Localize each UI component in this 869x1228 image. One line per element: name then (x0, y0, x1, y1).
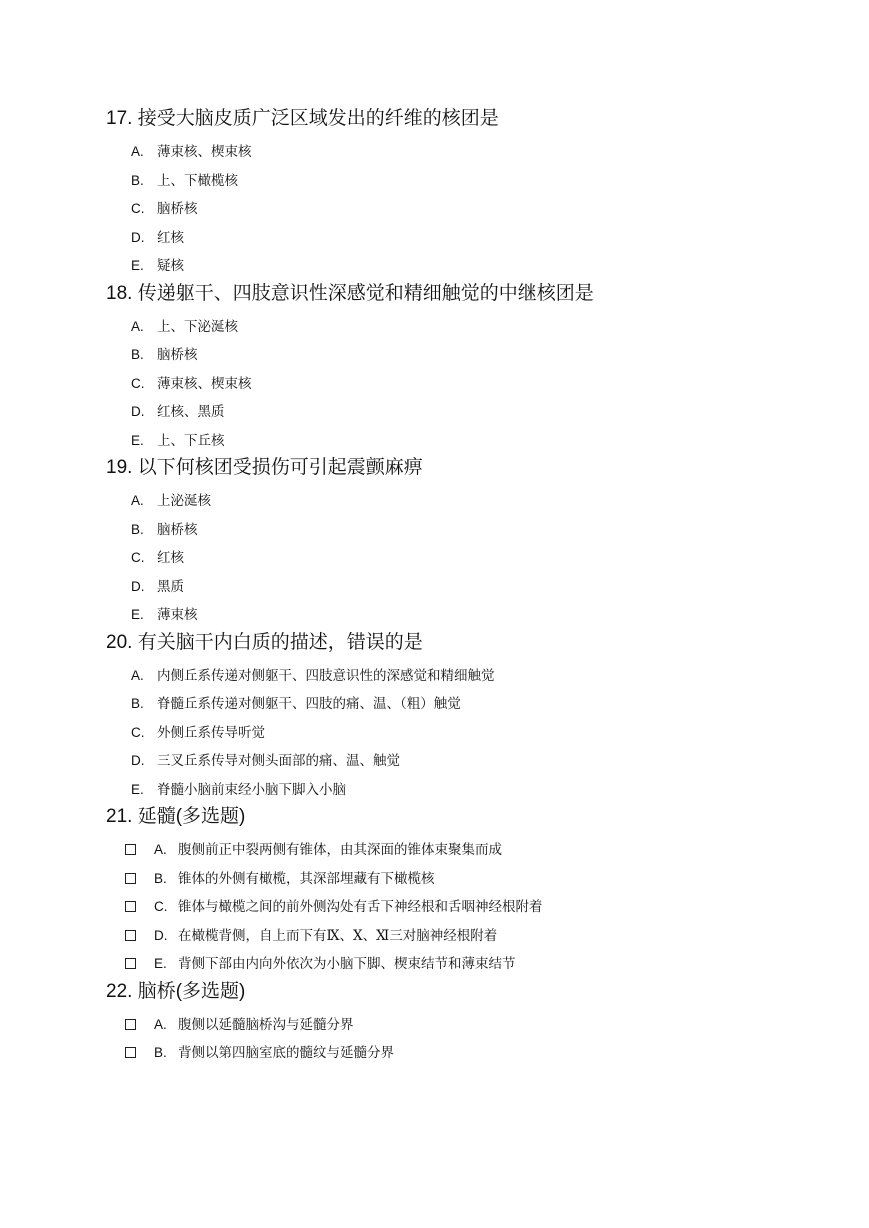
option-letter: C. (131, 550, 145, 565)
option-letter: C. (131, 375, 145, 391)
option-letter: A. (154, 1016, 167, 1032)
option-e[interactable] (131, 427, 869, 456)
question-title: 17. 接受大脑皮质广泛区域发出的纤维的核团是 (106, 108, 499, 129)
option-b[interactable] (131, 690, 869, 719)
option-letter: A. (131, 493, 144, 508)
option-e[interactable] (131, 252, 869, 281)
checkbox-icon[interactable] (125, 958, 136, 969)
option-text: 红核 (157, 550, 184, 565)
option-letter: A. (131, 144, 144, 159)
option-letter: E. (154, 956, 167, 971)
option-letter: E. (131, 258, 144, 273)
option-c[interactable] (131, 719, 869, 748)
option-letter: B. (131, 172, 144, 188)
question-title: 18. 传递躯干、四肢意识性深感觉和精细触觉的中继核团是 (106, 282, 594, 304)
option-text: 外侧丘系传导听觉 (157, 724, 265, 740)
option-letter: A. (131, 318, 144, 334)
option-text: 三叉丘系传导对侧头面部的痛、温、触觉 (157, 753, 400, 768)
question-17 (0, 106, 869, 281)
checkbox-icon[interactable] (125, 1047, 136, 1058)
option-d[interactable] (131, 224, 869, 253)
option-text: 薄束核、楔束核 (157, 144, 252, 159)
question-22 (0, 979, 869, 1068)
checkbox-icon[interactable] (125, 901, 136, 912)
option-d[interactable] (125, 922, 869, 951)
option-letter: B. (131, 696, 144, 711)
option-letter: A. (131, 667, 144, 683)
option-a[interactable] (131, 487, 869, 516)
option-b[interactable] (131, 516, 869, 545)
question-title: 21. 延髓(多选题) (106, 806, 246, 827)
option-letter: E. (131, 781, 144, 797)
option-text: 脊髓小脑前束经小脑下脚入小脑 (157, 781, 346, 797)
option-text: 腹侧以延髓脑桥沟与延髓分界 (178, 1016, 354, 1032)
option-text: 在橄榄背侧，自上而下有Ⅸ、Ⅹ、Ⅺ三对脑神经根附着 (178, 927, 498, 943)
question-title: 20. 有关脑干内白质的描述，错误的是 (106, 631, 423, 653)
option-c[interactable] (131, 544, 869, 573)
option-text: 脑桥核 (157, 347, 198, 362)
option-letter: D. (131, 229, 145, 245)
question-19 (0, 455, 869, 630)
option-letter: B. (154, 1045, 167, 1060)
checkbox-icon[interactable] (125, 1019, 136, 1030)
option-d[interactable] (131, 573, 869, 602)
option-text: 脑桥核 (157, 201, 198, 216)
option-letter: C. (131, 724, 145, 740)
question-18 (0, 281, 869, 456)
option-letter: D. (131, 578, 145, 594)
option-text: 上泌涎核 (157, 493, 211, 508)
checkbox-icon[interactable] (125, 930, 136, 941)
option-a[interactable] (131, 662, 869, 691)
option-b[interactable] (131, 167, 869, 196)
option-b[interactable] (125, 1039, 869, 1068)
option-e[interactable] (125, 950, 869, 979)
option-a[interactable] (131, 313, 869, 342)
option-letter: E. (131, 432, 144, 448)
checkbox-icon[interactable] (125, 844, 136, 855)
option-letter: B. (131, 521, 144, 537)
option-letter: B. (154, 870, 167, 886)
option-text: 上、下泌涎核 (157, 318, 238, 334)
question-title: 19. 以下何核团受损伤可引起震颤麻痹 (106, 457, 423, 478)
option-letter: D. (131, 753, 145, 768)
option-letter: C. (154, 899, 168, 914)
question-title: 22. 脑桥(多选题) (106, 980, 246, 1002)
question-21 (0, 804, 869, 979)
option-e[interactable] (131, 776, 869, 805)
option-text: 锥体与橄榄之间的前外侧沟处有舌下神经根和舌咽神经根附着 (178, 899, 543, 914)
option-text: 脑桥核 (157, 521, 198, 537)
option-text: 背侧下部由内向外依次为小脑下脚、楔束结节和薄束结节 (178, 956, 516, 971)
option-text: 疑核 (157, 258, 184, 273)
option-e[interactable] (131, 601, 869, 630)
option-text: 薄束核、楔束核 (157, 375, 252, 391)
option-c[interactable] (131, 195, 869, 224)
option-text: 背侧以第四脑室底的髓纹与延髓分界 (178, 1045, 394, 1060)
option-text: 锥体的外侧有橄榄，其深部埋藏有下橄榄核 (178, 870, 435, 886)
option-d[interactable] (131, 747, 869, 776)
option-c[interactable] (125, 893, 869, 922)
option-b[interactable] (131, 341, 869, 370)
question-20 (0, 630, 869, 805)
option-text: 红核、黑质 (157, 404, 225, 419)
option-letter: A. (154, 842, 167, 857)
option-text: 腹侧前正中裂两侧有锥体，由其深面的锥体束聚集而成 (178, 842, 502, 857)
option-letter: E. (131, 607, 144, 622)
option-d[interactable] (131, 398, 869, 427)
checkbox-icon[interactable] (125, 873, 136, 884)
option-text: 内侧丘系传递对侧躯干、四肢意识性的深感觉和精细触觉 (157, 667, 495, 683)
option-c[interactable] (131, 370, 869, 399)
option-text: 黑质 (157, 578, 184, 594)
option-a[interactable] (131, 138, 869, 167)
option-letter: D. (154, 927, 168, 943)
document-page (0, 106, 869, 1068)
option-letter: D. (131, 404, 145, 419)
option-b[interactable] (125, 865, 869, 894)
option-letter: B. (131, 347, 144, 362)
option-text: 上、下橄榄核 (157, 172, 238, 188)
option-text: 脊髓丘系传递对侧躯干、四肢的痛、温、（粗）触觉 (157, 696, 461, 711)
option-text: 上、下丘核 (157, 432, 225, 448)
option-text: 薄束核 (157, 607, 198, 622)
option-text: 红核 (157, 229, 184, 245)
option-a[interactable] (125, 1011, 869, 1040)
option-letter: C. (131, 201, 145, 216)
option-a[interactable] (125, 836, 869, 865)
